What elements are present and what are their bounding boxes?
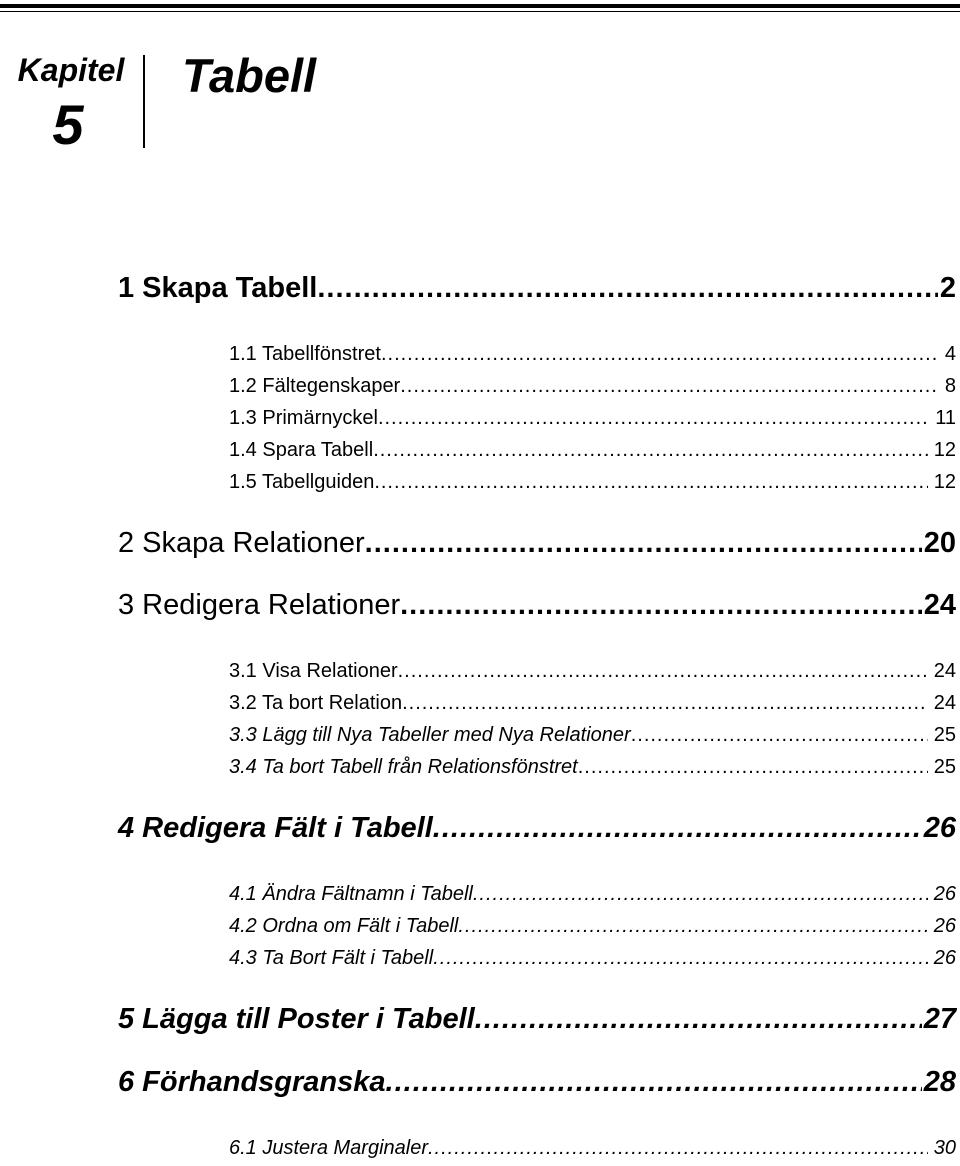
toc-leader-dots [374,471,927,494]
toc-entry-3[interactable] [118,589,956,622]
toc-leader-dots [381,343,939,366]
toc-entry-1-4[interactable] [229,439,956,462]
toc-entry-3-1[interactable] [229,660,956,683]
toc-entry-4-2[interactable] [229,915,956,938]
toc-leader-dots [473,883,928,906]
toc-entry-page: 25 [933,756,956,778]
toc-entry-label: 4.2 Ordna om Fält i Tabell [229,915,459,937]
toc-entry-page: 26 [923,812,956,844]
chapter-divider [143,55,145,148]
toc-entry-label: 6.1 Justera Marginaler [229,1137,428,1159]
toc-entry-label: 3.1 Visa Relationer [229,660,398,682]
toc-entry-label: 4 Redigera Fält i Tabell [118,812,433,844]
toc-entry-page: 12 [933,471,956,493]
toc-entry-1-2[interactable] [229,375,956,398]
toc-entry-page: 2 [939,272,956,304]
toc-leader-dots [433,947,928,970]
toc-entry-page: 30 [933,1137,956,1159]
toc-entry-4-1[interactable] [229,883,956,906]
toc-leader-dots [317,272,938,305]
chapter-number: 5 [52,93,84,156]
toc-entry-label: 2 Skapa Relationer [118,527,365,559]
toc-entry-page: 11 [935,407,956,429]
toc-entry-label: 5 Lägga till Poster i Tabell [118,1003,475,1035]
toc-entry-2[interactable] [118,527,956,560]
toc-leader-dots [398,660,928,683]
toc-entry-label: 1.1 Tabellfönstret [229,343,381,365]
toc-entry-page: 4 [944,343,956,365]
toc-entry-page: 26 [933,883,956,905]
toc-entry-1-1[interactable] [229,343,956,366]
toc-entry-label: 6 Förhandsgranska [118,1066,386,1098]
toc-entry-label: 1.2 Fältegenskaper [229,375,401,397]
toc-entry-label: 1.4 Spara Tabell [229,439,374,461]
toc-entry-label: 4.1 Ändra Fältnamn i Tabell [229,883,473,905]
toc-leader-dots [400,589,922,622]
toc-leader-dots [458,915,927,938]
toc-entry-1-5[interactable] [229,471,956,494]
toc-entry-label: 3.2 Ta bort Relation [229,692,403,714]
toc-leader-dots [365,527,922,560]
toc-leader-dots [378,407,929,430]
header-rule-thick [0,4,960,8]
toc-leader-dots [386,1066,922,1099]
toc-entry-label: 1.5 Tabellguiden [229,471,375,493]
toc-entry-1-3[interactable] [229,407,956,430]
toc-leader-dots [631,724,928,747]
toc-entry-page: 24 [933,660,956,682]
toc-entry-label: 4.3 Ta Bort Fält i Tabell [229,947,434,969]
toc-leader-dots [433,812,922,845]
toc-entry-page: 28 [923,1066,956,1098]
toc-entry-1[interactable] [118,272,956,305]
toc-leader-dots [428,1137,928,1160]
toc-entry-label: 1 Skapa Tabell [118,272,318,304]
toc-entry-page: 24 [933,692,956,714]
toc-entry-page: 26 [933,915,956,937]
toc-leader-dots [578,756,928,779]
toc-entry-page: 12 [933,439,956,461]
toc-entry-label: 1.3 Primärnyckel [229,407,378,429]
toc-entry-page: 24 [923,589,956,621]
toc-leader-dots [475,1003,922,1036]
chapter-label: Kapitel [17,52,125,88]
toc-entry-label: 3.4 Ta bort Tabell från Relationsfönstret [229,756,578,778]
toc-entry-6-1[interactable] [229,1137,956,1160]
toc-leader-dots [400,375,939,398]
toc-entry-page: 20 [923,527,956,559]
toc-entry-5[interactable] [118,1003,956,1036]
toc-entry-label: 3.3 Lägg till Nya Tabeller med Nya Relationer [229,724,631,746]
toc-entry-6[interactable] [118,1066,956,1099]
header-rule-thin [0,11,960,12]
toc-leader-dots [373,439,928,462]
toc-entry-page: 26 [933,947,956,969]
toc-entry-3-2[interactable] [229,692,956,715]
toc-entry-4-3[interactable] [229,947,956,970]
toc-entry-3-3[interactable] [229,724,956,747]
chapter-title: Tabell [182,49,317,102]
toc-entry-page: 8 [944,375,956,397]
toc-entry-page: 25 [933,724,956,746]
toc-entry-4[interactable] [118,812,956,845]
toc-leader-dots [402,692,928,715]
toc-entry-page: 27 [923,1003,956,1035]
toc-entry-3-4[interactable] [229,756,956,779]
toc-entry-label: 3 Redigera Relationer [118,589,401,621]
